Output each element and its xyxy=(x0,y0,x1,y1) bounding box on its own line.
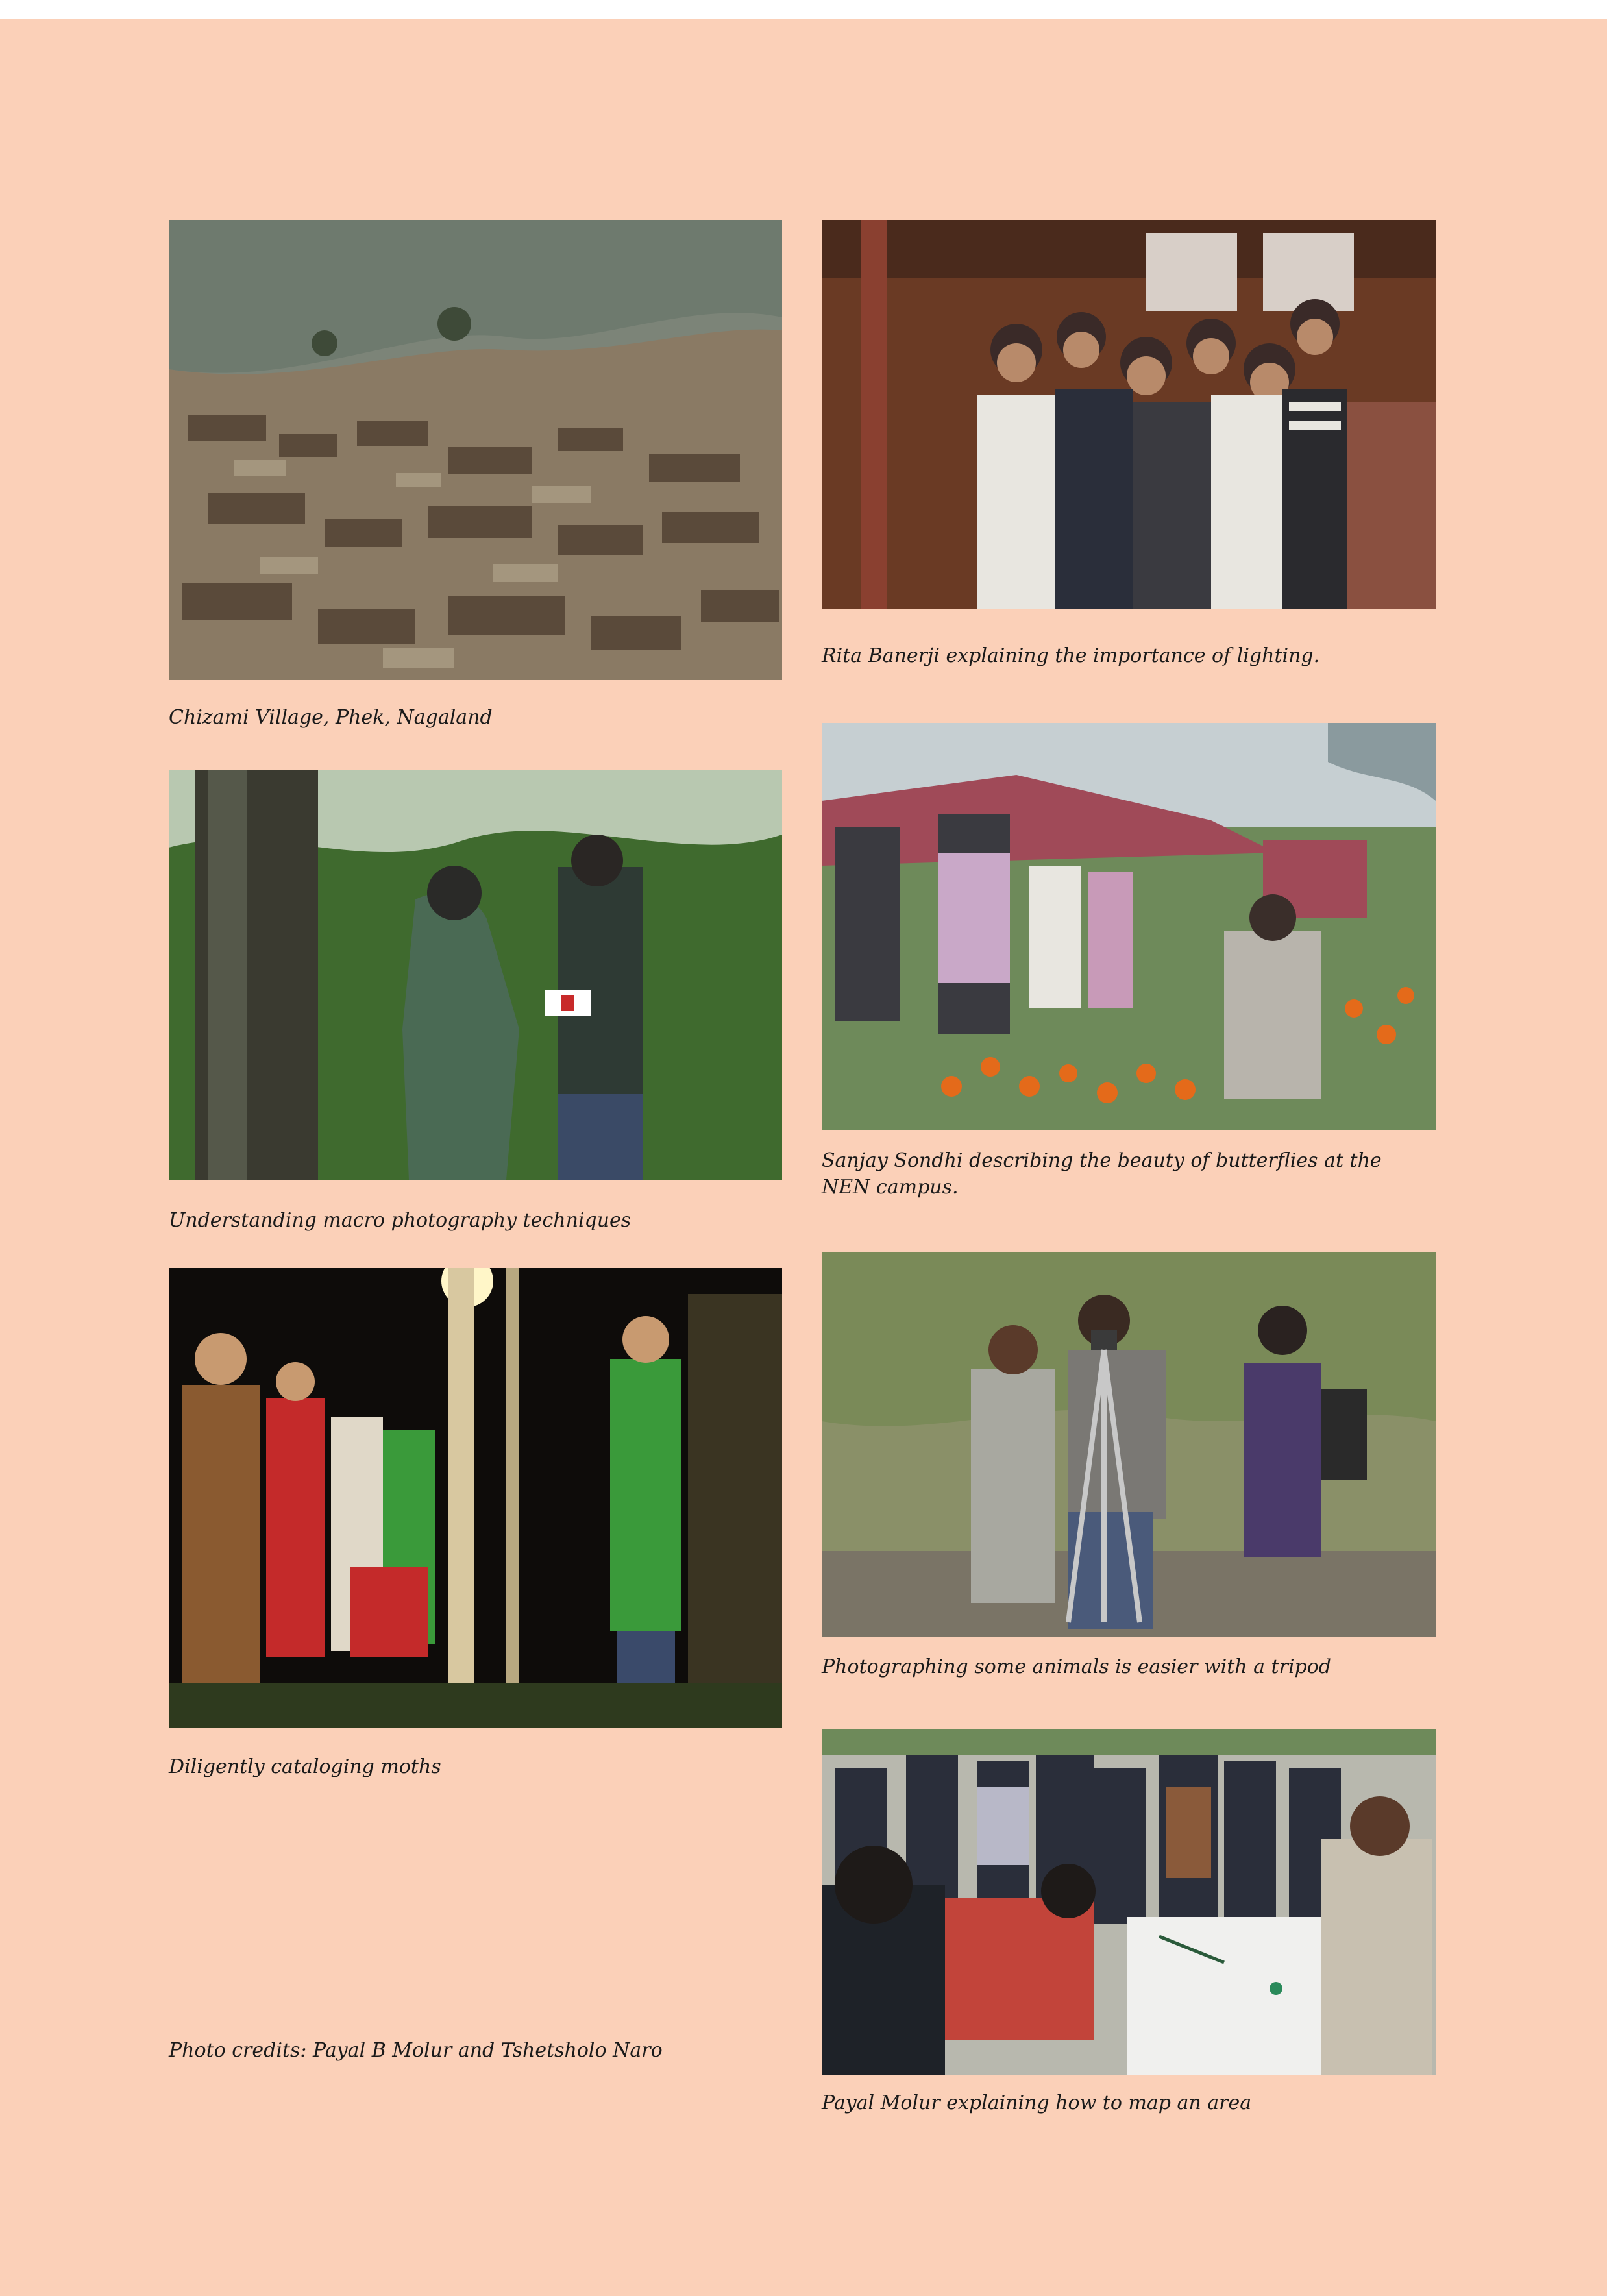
photo-tripod xyxy=(822,1252,1436,1637)
photo-macro xyxy=(169,770,782,1180)
photo-moths xyxy=(169,1268,782,1728)
caption-moths: Diligently cataloging moths xyxy=(169,1755,441,1778)
photo-credits: Photo credits: Payal B Molur and Tshetsholo Naro xyxy=(169,2039,663,2062)
photo-lighting xyxy=(822,220,1436,609)
caption-village: Chizami Village, Phek, Nagaland xyxy=(169,706,493,729)
photo-map xyxy=(822,1729,1436,2075)
caption-tripod: Photographing some animals is easier with a tripod xyxy=(822,1655,1332,1678)
caption-macro: Understanding macro photography techniques xyxy=(169,1209,632,1232)
photo-butterflies xyxy=(822,723,1436,1130)
caption-butterflies: Sanjay Sondhi describing the beauty of butterflies at the NEN campus. xyxy=(822,1149,1382,1199)
caption-map: Payal Molur explaining how to map an area xyxy=(822,2092,1252,2114)
page xyxy=(0,19,1607,2296)
photo-village xyxy=(169,220,782,680)
caption-lighting: Rita Banerji explaining the importance of lighting. xyxy=(822,644,1320,667)
